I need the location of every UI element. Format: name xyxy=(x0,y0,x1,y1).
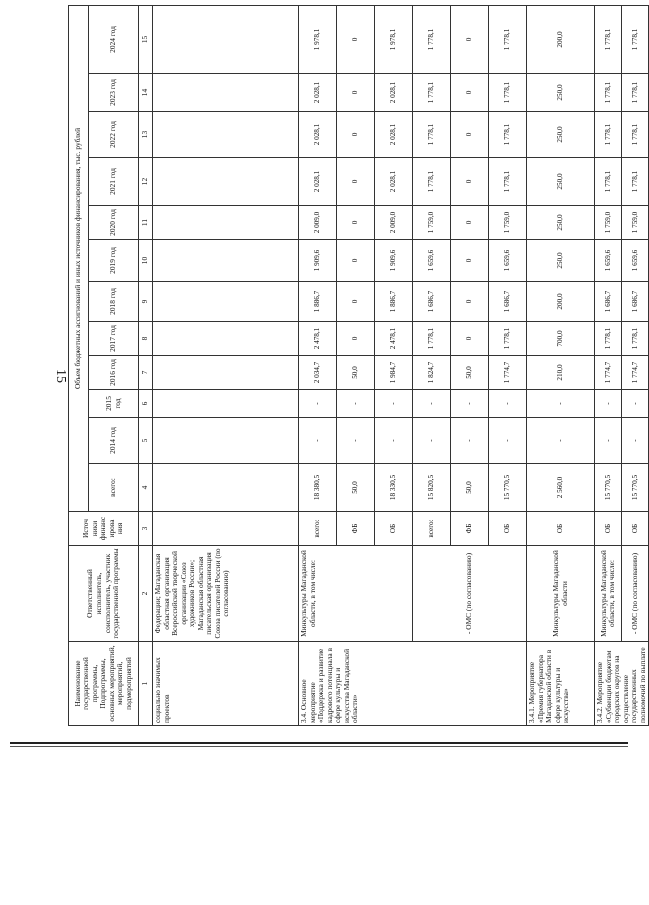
column-number: 10 xyxy=(139,240,153,282)
value-cell: - xyxy=(299,418,337,464)
value-cell: 0 xyxy=(451,206,489,240)
value-cell: 1 774,7 xyxy=(489,356,527,390)
value-cell: 0 xyxy=(451,322,489,356)
document-sheet xyxy=(68,6,647,726)
horizontal-rule xyxy=(10,742,628,744)
value-cell: - xyxy=(375,390,413,418)
empty-cell xyxy=(153,464,299,512)
row-executor: Федерации; Магаданская областная организация Всероссийской творческой организации «Союз художников России»; Магаданская областная писательская организация Союза писателей России (по согласованию) xyxy=(153,546,299,642)
value-cell: 50,0 xyxy=(337,356,375,390)
value-cell: 15 770,5 xyxy=(489,464,527,512)
row-name: социально значимых проектов xyxy=(153,642,299,726)
value-cell: 2 034,7 xyxy=(299,356,337,390)
value-cell: 250,0 xyxy=(527,206,595,240)
row-executor: Минкультуры Магаданской области xyxy=(527,546,595,642)
source-cell: всего: xyxy=(413,512,451,546)
value-cell: 2 028,1 xyxy=(375,158,413,206)
header-year: 2023 год xyxy=(89,74,139,112)
value-cell: 0 xyxy=(451,282,489,322)
column-number: 1 xyxy=(139,642,153,726)
value-cell: 0 xyxy=(337,112,375,158)
value-cell: 1 886,7 xyxy=(375,282,413,322)
value-cell: 2 028,1 xyxy=(299,74,337,112)
value-cell: 0 xyxy=(451,5,489,73)
value-cell: - xyxy=(595,418,622,464)
column-number: 5 xyxy=(139,418,153,464)
table-row xyxy=(153,5,299,725)
value-cell: 1 909,6 xyxy=(375,240,413,282)
empty-cell xyxy=(153,240,299,282)
value-cell: - xyxy=(451,390,489,418)
value-cell: 1 774,7 xyxy=(622,356,649,390)
row-name: 3.4.2. Мероприятие «Субвенции бюджетам городских округов на осуществление государственных полномочий по выплате xyxy=(595,642,649,726)
value-cell: 0 xyxy=(337,240,375,282)
value-cell: - xyxy=(413,418,451,464)
source-cell: ФБ xyxy=(337,512,375,546)
value-cell: 1 686,7 xyxy=(622,282,649,322)
row-executor: Минкультуры Магаданской области, в том числе: xyxy=(595,546,622,642)
value-cell: 0 xyxy=(451,240,489,282)
value-cell: 15 770,5 xyxy=(595,464,622,512)
row-executor: Минкультуры Магаданской области, в том числе: xyxy=(299,546,413,642)
value-cell: 1 774,7 xyxy=(595,356,622,390)
column-number: 11 xyxy=(139,206,153,240)
value-cell: 1 778,1 xyxy=(595,322,622,356)
header-year: 2022 год xyxy=(89,112,139,158)
empty-cell xyxy=(153,74,299,112)
column-number: 9 xyxy=(139,282,153,322)
value-cell: - xyxy=(595,390,622,418)
value-cell: 250,0 xyxy=(527,158,595,206)
column-number: 2 xyxy=(139,546,153,642)
value-cell: 0 xyxy=(337,206,375,240)
value-cell: 1 778,1 xyxy=(595,112,622,158)
source-cell: ОБ xyxy=(489,512,527,546)
value-cell: 1 659,6 xyxy=(489,240,527,282)
value-cell: 0 xyxy=(337,158,375,206)
header-source: Источ ники финанс ирова ния xyxy=(69,512,139,546)
empty-cell xyxy=(153,418,299,464)
value-cell: 1 759,0 xyxy=(489,206,527,240)
value-cell: 1 778,1 xyxy=(489,322,527,356)
value-cell: 1 659,6 xyxy=(413,240,451,282)
value-cell: 1 778,1 xyxy=(622,158,649,206)
value-cell: 1 778,1 xyxy=(413,322,451,356)
value-cell: 200,0 xyxy=(527,282,595,322)
value-cell: 1 778,1 xyxy=(413,158,451,206)
value-cell: 200,0 xyxy=(527,5,595,73)
value-cell: 0 xyxy=(337,322,375,356)
value-cell: 1 778,1 xyxy=(413,5,451,73)
header-volume: Объем бюджетных ассигнований и иных источников финансирования, тыс. рублей xyxy=(69,5,89,511)
value-cell: 0 xyxy=(337,74,375,112)
header-name: Наименование государственной программы, Подпрограммы, основных мероприятий, мероприятий, подмероприятий xyxy=(69,642,139,726)
row-name: 3.4. Основное мероприятие «Поддержка и развитие кадрового потенциала в сфере культуры и искусства Магаданской области» xyxy=(299,642,527,726)
header-year: 2019 год xyxy=(89,240,139,282)
value-cell: 250,0 xyxy=(527,240,595,282)
value-cell: 1 824,7 xyxy=(413,356,451,390)
column-number: 7 xyxy=(139,356,153,390)
row-name: 3.4.1. Мероприятие «Премия губернатора Магаданской области в сфере культуры и искусства» xyxy=(527,642,595,726)
value-cell: 1 778,1 xyxy=(489,112,527,158)
row-executor-sub: - ОМС (по согласованию) xyxy=(622,546,649,642)
value-cell: - xyxy=(375,418,413,464)
source-cell: ОБ xyxy=(527,512,595,546)
page-number: 15 xyxy=(53,369,68,383)
value-cell: 1 759,0 xyxy=(595,206,622,240)
source-cell: всего: xyxy=(299,512,337,546)
value-cell: 2 028,1 xyxy=(375,112,413,158)
value-cell: 1 778,1 xyxy=(622,112,649,158)
header-year: 2020 год xyxy=(89,206,139,240)
value-cell: - xyxy=(337,418,375,464)
value-cell: 2 478,1 xyxy=(375,322,413,356)
column-number: 14 xyxy=(139,74,153,112)
value-cell: 0 xyxy=(337,5,375,73)
value-cell: 1 759,0 xyxy=(622,206,649,240)
value-cell: 18 380,5 xyxy=(299,464,337,512)
value-cell: 1 686,7 xyxy=(489,282,527,322)
column-number: 12 xyxy=(139,158,153,206)
value-cell: 1 778,1 xyxy=(489,74,527,112)
header-year: 2017 год xyxy=(89,322,139,356)
source-cell: ОБ xyxy=(375,512,413,546)
column-number: 13 xyxy=(139,112,153,158)
column-number: 3 xyxy=(139,512,153,546)
value-cell: 700,0 xyxy=(527,322,595,356)
empty-cell xyxy=(153,112,299,158)
value-cell: 50,0 xyxy=(337,464,375,512)
value-cell: - xyxy=(413,390,451,418)
value-cell: 1 778,1 xyxy=(622,322,649,356)
column-number: 6 xyxy=(139,390,153,418)
header-year: 2024 год xyxy=(89,5,139,73)
value-cell: 1 778,1 xyxy=(622,74,649,112)
header-total: всего: xyxy=(89,464,139,512)
column-number: 8 xyxy=(139,322,153,356)
value-cell: 1 778,1 xyxy=(413,112,451,158)
horizontal-rule-thin xyxy=(10,746,628,747)
table-row xyxy=(413,5,451,725)
value-cell: 18 330,5 xyxy=(375,464,413,512)
value-cell: 210,0 xyxy=(527,356,595,390)
column-number: 15 xyxy=(139,5,153,73)
header-executor: Ответственный исполнитель, соисполнитель, участник государственной программы xyxy=(69,546,139,642)
value-cell: 0 xyxy=(337,282,375,322)
value-cell: 2 009,0 xyxy=(299,206,337,240)
value-cell: 1 778,1 xyxy=(489,158,527,206)
value-cell: - xyxy=(527,418,595,464)
value-cell: 50,0 xyxy=(451,356,489,390)
value-cell: - xyxy=(337,390,375,418)
value-cell: 1 778,1 xyxy=(595,5,622,73)
value-cell: 2 478,1 xyxy=(299,322,337,356)
header-year: 2016 год xyxy=(89,356,139,390)
value-cell: 0 xyxy=(451,112,489,158)
value-cell: 2 560,0 xyxy=(527,464,595,512)
value-cell: 15 770,5 xyxy=(622,464,649,512)
value-cell: 250,0 xyxy=(527,74,595,112)
empty-cell xyxy=(153,356,299,390)
value-cell: 0 xyxy=(451,74,489,112)
empty-cell xyxy=(153,390,299,418)
empty-cell xyxy=(153,5,299,73)
empty-cell xyxy=(153,282,299,322)
value-cell: - xyxy=(299,390,337,418)
table-row xyxy=(299,5,337,725)
table-row xyxy=(527,5,595,725)
value-cell: 2 009,0 xyxy=(375,206,413,240)
empty-cell xyxy=(153,512,299,546)
source-cell: ОБ xyxy=(595,512,622,546)
financing-table xyxy=(68,5,649,726)
value-cell: 15 820,5 xyxy=(413,464,451,512)
value-cell: 0 xyxy=(451,158,489,206)
value-cell: - xyxy=(622,418,649,464)
source-cell: ФБ xyxy=(451,512,489,546)
header-year: 2015 год xyxy=(89,390,139,418)
header-year: 2014 год xyxy=(89,418,139,464)
empty-cell xyxy=(153,322,299,356)
value-cell: 1 778,1 xyxy=(489,5,527,73)
value-cell: 1 909,6 xyxy=(299,240,337,282)
value-cell: 1 886,7 xyxy=(299,282,337,322)
table-row xyxy=(622,5,649,725)
empty-cell xyxy=(153,206,299,240)
value-cell: - xyxy=(527,390,595,418)
value-cell: 1 759,0 xyxy=(413,206,451,240)
value-cell: 2 028,1 xyxy=(299,112,337,158)
value-cell: - xyxy=(451,418,489,464)
value-cell: - xyxy=(489,390,527,418)
value-cell: 1 778,1 xyxy=(595,74,622,112)
value-cell: 1 778,1 xyxy=(622,5,649,73)
value-cell: 1 978,1 xyxy=(299,5,337,73)
header-year: 2018 год xyxy=(89,282,139,322)
rotated-table-wrapper xyxy=(68,6,647,726)
header-year: 2021 год xyxy=(89,158,139,206)
value-cell: 1 778,1 xyxy=(413,74,451,112)
column-number: 4 xyxy=(139,464,153,512)
value-cell: 250,0 xyxy=(527,112,595,158)
empty-cell xyxy=(153,158,299,206)
value-cell: 2 028,1 xyxy=(375,74,413,112)
value-cell: 1 984,7 xyxy=(375,356,413,390)
value-cell: - xyxy=(622,390,649,418)
value-cell: 1 686,7 xyxy=(595,282,622,322)
table-row xyxy=(595,5,622,725)
value-cell: 1 686,7 xyxy=(413,282,451,322)
value-cell: 2 028,1 xyxy=(299,158,337,206)
value-cell: 1 659,6 xyxy=(595,240,622,282)
value-cell: 1 978,1 xyxy=(375,5,413,73)
value-cell: 1 659,6 xyxy=(622,240,649,282)
row-executor-sub: - ОМС (по согласованию) xyxy=(413,546,527,642)
source-cell: ОБ xyxy=(622,512,649,546)
value-cell: - xyxy=(489,418,527,464)
value-cell: 1 778,1 xyxy=(595,158,622,206)
value-cell: 50,0 xyxy=(451,464,489,512)
